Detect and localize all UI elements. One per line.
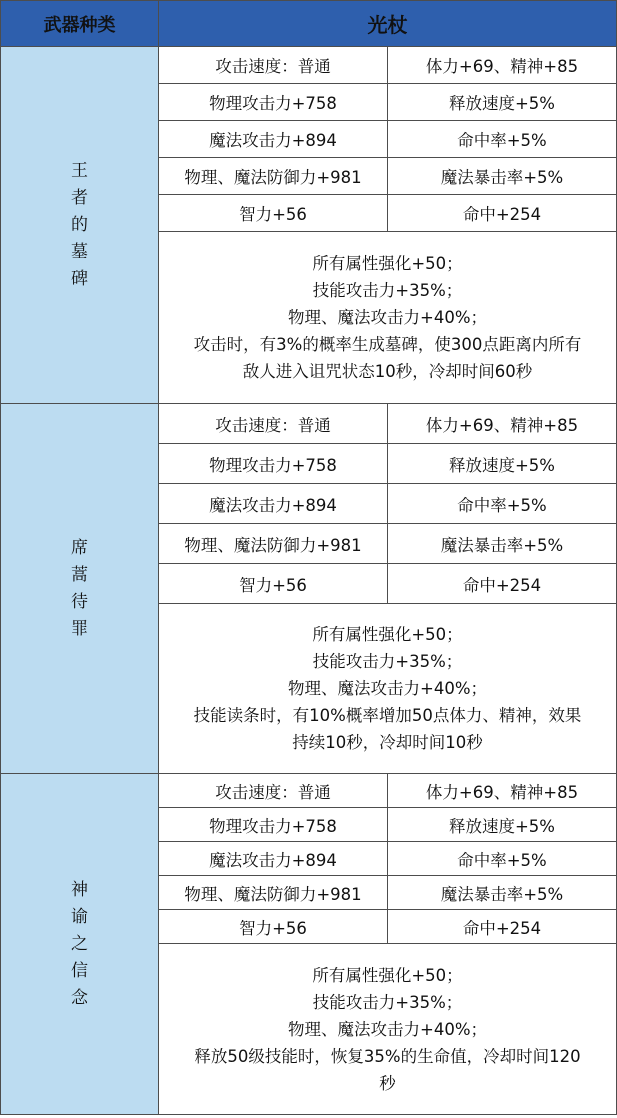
stat-cell: 魔法暴击率+5%: [388, 158, 617, 195]
stat-cell: 魔法暴击率+5%: [388, 876, 617, 910]
bonus-line: 秒: [379, 1073, 396, 1093]
stat-cell: 物理攻击力+758: [159, 808, 388, 842]
bonus-line: 物理、魔法攻击力+40%；: [288, 679, 487, 698]
stat-cell: 物理、魔法防御力+981: [159, 158, 388, 195]
bonus-line: 技能攻击力+35%；: [312, 281, 463, 300]
stat-cell: 体力+69、精神+85: [388, 774, 617, 808]
stat-cell: 命中率+5%: [388, 484, 617, 524]
stat-cell: 攻击速度：普通: [159, 47, 388, 84]
header-weapon-class: 光杖: [159, 1, 617, 47]
stat-cell: 智力+56: [159, 564, 388, 604]
stat-cell: 攻击速度：普通: [159, 404, 388, 444]
bonus-line: 技能攻击力+35%；: [312, 652, 463, 671]
stat-cell: 释放速度+5%: [388, 808, 617, 842]
bonus-line: 物理、魔法攻击力+40%；: [288, 1019, 487, 1039]
stat-cell: 魔法攻击力+894: [159, 842, 388, 876]
stat-cell: 命中+254: [388, 564, 617, 604]
header-row: [1, 1, 617, 47]
bonus-line: 技能攻击力+35%；: [312, 992, 463, 1012]
set-bonus-cell: [159, 604, 617, 774]
stat-cell: 物理攻击力+758: [159, 444, 388, 484]
bonus-line: 物理、魔法攻击力+40%；: [288, 308, 487, 327]
header-weapon-type: 武器种类: [1, 1, 159, 47]
bonus-line: 所有属性强化+50；: [312, 965, 463, 985]
stat-cell: 魔法攻击力+894: [159, 121, 388, 158]
weapon-name-cell: [1, 47, 159, 404]
weapon-name: 王者的墓碑: [71, 160, 88, 289]
stat-cell: 物理攻击力+758: [159, 84, 388, 121]
stat-cell: 物理、魔法防御力+981: [159, 876, 388, 910]
stat-cell: 释放速度+5%: [388, 444, 617, 484]
stat-cell: 命中率+5%: [388, 842, 617, 876]
stat-cell: 物理、魔法防御力+981: [159, 524, 388, 564]
set-bonus-cell: [159, 944, 617, 1115]
stat-cell: 命中率+5%: [388, 121, 617, 158]
stat-cell: 命中+254: [388, 910, 617, 944]
stat-row: [1, 47, 617, 84]
stat-row: [1, 404, 617, 444]
weapon-name-cell: [1, 404, 159, 774]
weapon-name: 神谕之信念: [71, 879, 88, 1008]
stat-cell: 命中+254: [388, 195, 617, 232]
stat-cell: 魔法攻击力+894: [159, 484, 388, 524]
stat-cell: 魔法暴击率+5%: [388, 524, 617, 564]
stat-cell: 体力+69、精神+85: [388, 47, 617, 84]
stat-cell: 智力+56: [159, 910, 388, 944]
bonus-line: 所有属性强化+50；: [312, 625, 463, 644]
bonus-line: 所有属性强化+50；: [312, 254, 463, 273]
stat-cell: 释放速度+5%: [388, 84, 617, 121]
stat-cell: 体力+69、精神+85: [388, 404, 617, 444]
bonus-line: 敌人进入诅咒状态10秒，冷却时间60秒: [242, 362, 533, 381]
stat-cell: 攻击速度：普通: [159, 774, 388, 808]
bonus-line: 攻击时，有3%的概率生成墓碑，使300点距离内所有: [193, 335, 582, 354]
set-bonus-cell: [159, 232, 617, 404]
weapon-name: 席蒿待罪: [71, 537, 88, 639]
bonus-line: 持续10秒，冷却时间10秒: [292, 733, 483, 752]
stat-row: [1, 774, 617, 808]
weapon-name-cell: [1, 774, 159, 1115]
bonus-line: 技能读条时，有10%概率增加50点体力、精神，效果: [193, 706, 582, 725]
stat-cell: 智力+56: [159, 195, 388, 232]
bonus-line: 释放50级技能时，恢复35%的生命值，冷却时间120: [194, 1046, 581, 1066]
